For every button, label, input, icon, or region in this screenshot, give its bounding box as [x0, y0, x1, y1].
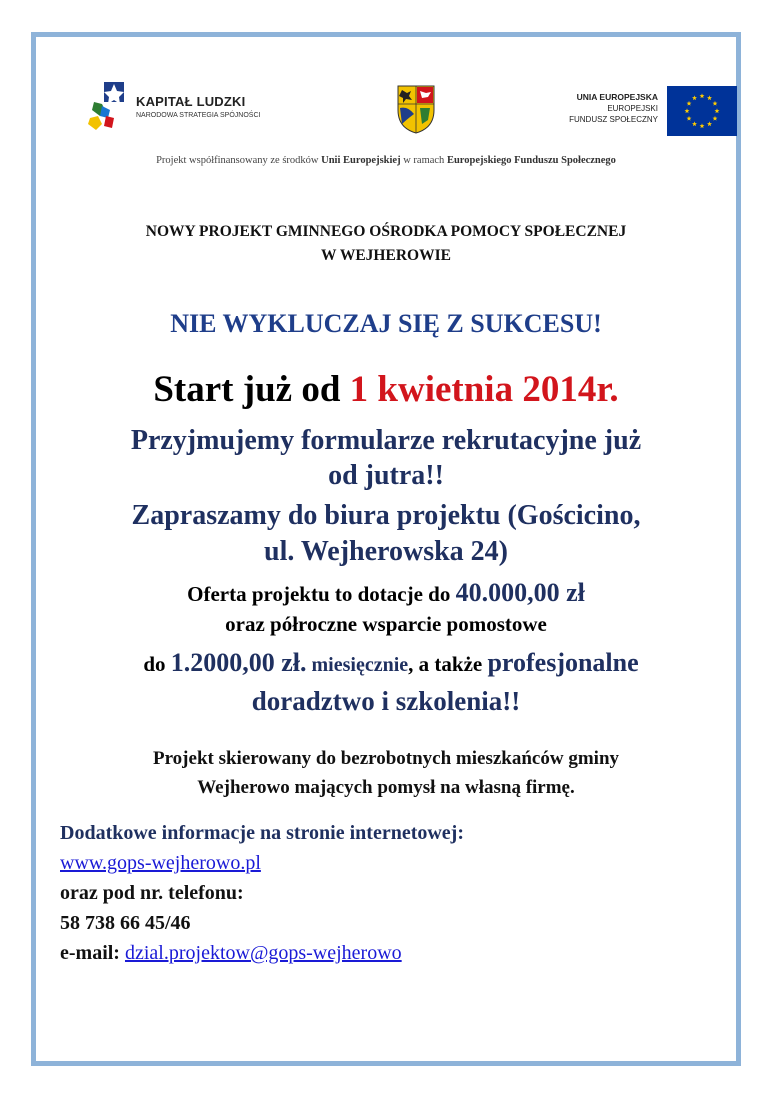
office-line1: Zapraszamy do biura projektu (Gościcino, — [131, 500, 641, 531]
cofin-eu: Unii Europejskiej — [321, 155, 401, 166]
email-label: e-mail: — [60, 942, 125, 964]
offer-prefix: Oferta projektu to dotacje do — [187, 582, 456, 606]
offer-amount2: 1.2000,00 zł. — [170, 648, 307, 677]
target-line1: Projekt skierowany do bezrobotnych mieszkańców gminy — [152, 748, 620, 769]
phone-label: oraz pod nr. telefonu: — [60, 882, 244, 904]
kapital-ludzki-subtitle: NARODOWA STRATEGIA SPÓJNOŚCI — [136, 112, 261, 119]
municipal-crest-icon — [396, 84, 436, 134]
info-label: Dodatkowe informacje na stronie internetowej: — [60, 822, 464, 844]
target-line2: Wejherowo mających pomysł na własną firmę. — [197, 777, 575, 798]
kapital-ludzki-title: KAPITAŁ LUDZKI — [136, 94, 246, 109]
cofinancing-note — [36, 155, 736, 166]
offer-monthly: miesięcznie — [306, 654, 409, 676]
start-prefix: Start już od — [153, 369, 350, 410]
offer-line4: doradztwo i szkolenia!! — [251, 686, 521, 716]
offer-text — [36, 578, 736, 639]
project-title-line1: NOWY PROJEKT GMINNEGO OŚRODKA POMOCY SPOŁECZNEJ — [145, 223, 627, 240]
offer-line3 — [36, 648, 746, 678]
cofin-mid: w ramach — [400, 155, 447, 166]
recruitment-text — [36, 423, 736, 493]
municipal-crest — [396, 84, 436, 134]
eu-flag — [667, 86, 737, 136]
recruitment-line1: Przyjmujemy formularze rekrutacyjne już — [130, 425, 642, 456]
slogan: NIE WYKLUCZAJ SIĘ Z SUKCESU! — [170, 309, 602, 338]
project-title — [36, 220, 736, 268]
offer-also: , a także — [408, 652, 488, 676]
recruitment-line2: od jutra!! — [328, 460, 444, 491]
offer-line1 — [36, 578, 736, 609]
eu-line1: UNIA EUROPEJSKA — [576, 92, 658, 102]
offer-professional: profesjonalne — [487, 648, 639, 677]
eu-line3: FUNDUSZ SPOŁECZNY — [569, 115, 658, 124]
eu-flag-icon — [667, 86, 737, 136]
email-link[interactable]: dzial.projektow@gops-wejherowo — [124, 942, 402, 964]
project-title-line2: W WEJHEROWIE — [321, 247, 451, 264]
start-date: 1 kwietnia 2014r. — [349, 369, 619, 410]
office-text — [36, 498, 736, 570]
phone-number: 58 738 66 45/46 — [60, 912, 191, 934]
website-link[interactable]: www.gops-wejherowo.pl — [60, 852, 261, 874]
offer-line2: oraz półroczne wsparcie pomostowe — [225, 612, 547, 636]
start-date-line — [36, 368, 736, 411]
eu-line2: EUROPEJSKI — [607, 104, 658, 113]
cofin-efs: Europejskiego Funduszu Społecznego — [446, 155, 616, 166]
kapital-ludzki-logo-icon — [88, 80, 132, 135]
target-group-text — [36, 744, 736, 802]
office-line2: ul. Wejherowska 24) — [264, 536, 508, 567]
contact-section — [60, 818, 720, 968]
cofin-prefix: Projekt współfinansowany ze środków — [156, 155, 322, 166]
offer-do: do — [143, 652, 171, 676]
eu-fund-text — [520, 92, 658, 124]
offer-amount: 40.000,00 zł — [455, 578, 585, 607]
kapital-ludzki-logo — [88, 80, 288, 135]
